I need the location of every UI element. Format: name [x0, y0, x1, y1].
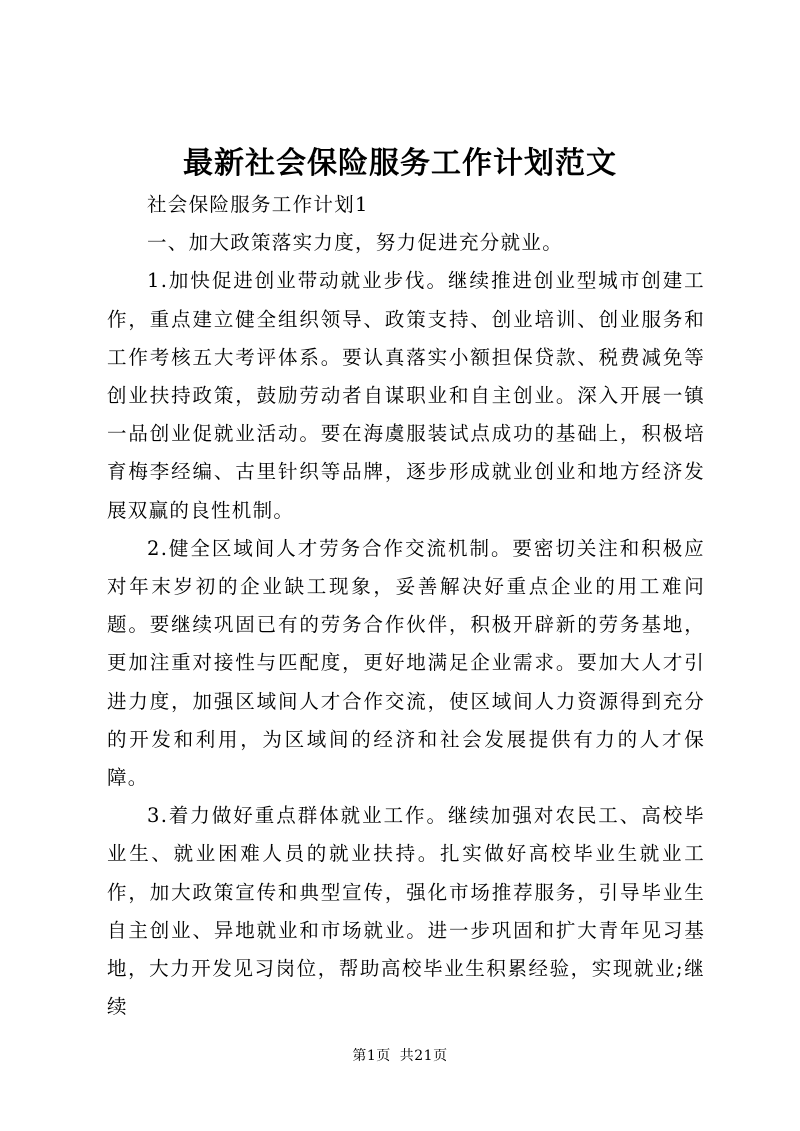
body-paragraph: 2.健全区域间人才劳务合作交流机制。要密切关注和积极应对年末岁初的企业缺工现象，妥善解决好重点企业的用工难问题。要继续巩固已有的劳务合作伙伴，积极开辟新的劳务基地，更加注重对接性与匹配度，更好地满足企业需求。要加大人才引进力度，加强区域间人才合作交流，使区域间人力资源得到充分的开发和利用，为区域间的经济和社会发展提供有力的人才保障。: [107, 536, 705, 790]
section-heading: 社会保险服务工作计划1: [147, 193, 369, 216]
body-paragraph: 1.加快促进创业带动就业步伐。继续推进创业型城市创建工作，重点建立健全组织领导、政策支持、创业培训、创业服务和工作考核五大考评体系。要认真落实小额担保贷款、税费减免等创业扶持政策，鼓励劳动者自谋职业和自主创业。深入开展一镇一品创业促就业活动。要在海虞服装试点成功的基础上，积极培育梅李经编、古里针织等品牌，逐步形成就业创业和地方经济发展双赢的良性机制。: [107, 269, 705, 522]
document-body: [107, 186, 705, 1026]
page-footer: [0, 1045, 800, 1065]
document-title: 最新社会保险服务工作计划范文: [183, 146, 617, 181]
total-page-count: 共21页: [399, 1048, 448, 1064]
current-page-number: 第1页: [352, 1048, 391, 1064]
body-paragraph: 3.着力做好重点群体就业工作。继续加强对农民工、高校毕业生、就业困难人员的就业扶持。扎实做好高校毕业生就业工作，加大政策宣传和典型宣传，强化市场推荐服务，引导毕业生自主创业、异地就业和市场就业。进一步巩固和扩大青年见习基地，大力开发见习岗位，帮助高校毕业生积累经验，实现就业;继续: [107, 804, 705, 1019]
subsection-heading: 一、加大政策落实力度，努力促进充分就业。: [147, 231, 564, 255]
